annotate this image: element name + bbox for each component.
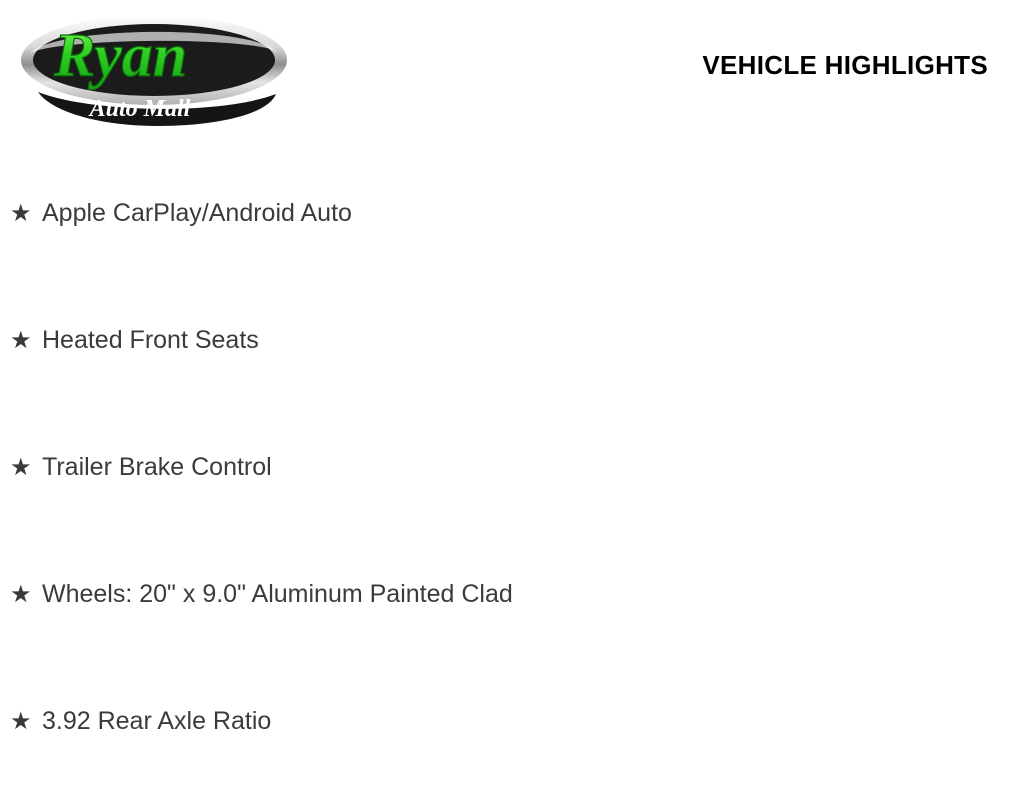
ryan-auto-mall-logo [18, 8, 290, 126]
svg-text:Auto Mall: Auto Mall [89, 96, 191, 122]
highlight-label: Apple CarPlay/Android Auto [42, 198, 352, 227]
vehicle-highlights-list [0, 150, 1024, 785]
list-item [0, 531, 1024, 658]
page-title: VEHICLE HIGHLIGHTS [702, 50, 988, 80]
star-icon: ★ [10, 707, 32, 735]
svg-text:Ryan: Ryan [54, 22, 188, 90]
highlight-label: Heated Front Seats [42, 325, 259, 354]
star-icon: ★ [10, 580, 32, 608]
list-item [0, 404, 1024, 531]
star-icon: ★ [10, 199, 32, 227]
star-icon: ★ [10, 453, 32, 481]
star-icon: ★ [10, 326, 32, 354]
list-item [0, 658, 1024, 785]
page-header [0, 0, 1024, 140]
highlight-label: Trailer Brake Control [42, 452, 272, 481]
highlight-label: 3.92 Rear Axle Ratio [42, 706, 272, 735]
list-item [0, 150, 1024, 277]
list-item [0, 277, 1024, 404]
highlight-label: Wheels: 20" x 9.0" Aluminum Painted Clad [42, 579, 513, 608]
